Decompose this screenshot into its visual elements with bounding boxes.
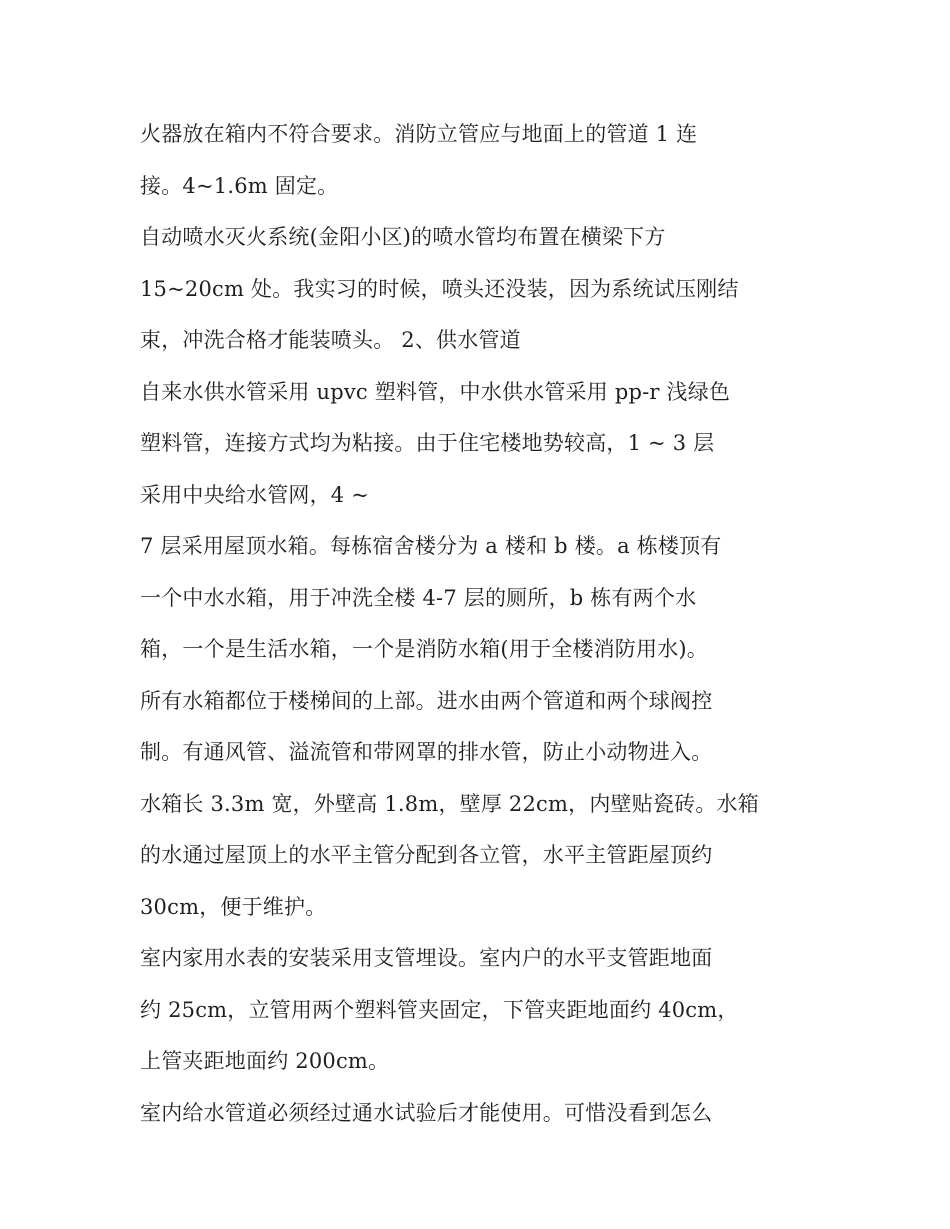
text-line: 塑料管，连接方式均为粘接。由于住宅楼地势较高，1 ~ 3 层: [140, 431, 715, 455]
text-line: 火器放在箱内不符合要求。消防立管应与地面上的管道 1 连: [140, 122, 698, 146]
text-line: 制。有通风管、溢流管和带网罩的排水管，防止小动物进入。: [140, 740, 713, 764]
text-line: 约 25cm，立管用两个塑料管夹固定，下管夹距地面约 40cm，: [140, 997, 739, 1022]
text-line: 7 层采用屋顶水箱。每栋宿舍楼分为 a 楼和 b 楼。a 栋楼顶有: [140, 534, 722, 558]
text-line: 所有水箱都位于楼梯间的上部。进水由两个管道和两个球阀控: [140, 688, 713, 713]
text-line: 室内家用水表的安装采用支管埋设。室内户的水平支管距地面: [140, 946, 713, 970]
text-line: 一个中水水箱，用于冲洗全楼 4-7 层的厕所，b 栋有两个水: [140, 585, 697, 610]
text-line: 采用中央给水管网，4 ~: [140, 482, 370, 507]
text-line: 的水通过屋顶上的水平主管分配到各立管，水平主管距屋顶约: [140, 843, 713, 867]
text-line: 接。4~1.6m 固定。: [140, 173, 339, 198]
text-line: 室内给水管道必须经过通水试验后才能使用。可惜没看到怎么: [140, 1100, 713, 1125]
text-line: 自动喷水灭火系统(金阳小区)的喷水管均布置在横梁下方: [140, 225, 666, 249]
text-line: 水箱长 3.3m 宽，外壁高 1.8m，壁厚 22cm，内壁贴瓷砖。水箱: [140, 791, 759, 816]
text-line: 上管夹距地面约 200cm。: [140, 1049, 390, 1073]
text-line: 30cm，便于维护。: [140, 894, 327, 919]
text-line: 15~20cm 处。我实习的时候，喷头还没装，因为系统试压刚结: [140, 276, 739, 301]
text-line: 束，冲洗合格才能装喷头。 2、供水管道: [140, 328, 521, 352]
text-line: 自来水供水管采用 upvc 塑料管，中水供水管采用 pp-r 浅绿色: [140, 379, 731, 404]
text-line: 箱，一个是生活水箱，一个是消防水箱(用于全楼消防用水)。: [140, 637, 708, 661]
document-body: [140, 109, 830, 1139]
